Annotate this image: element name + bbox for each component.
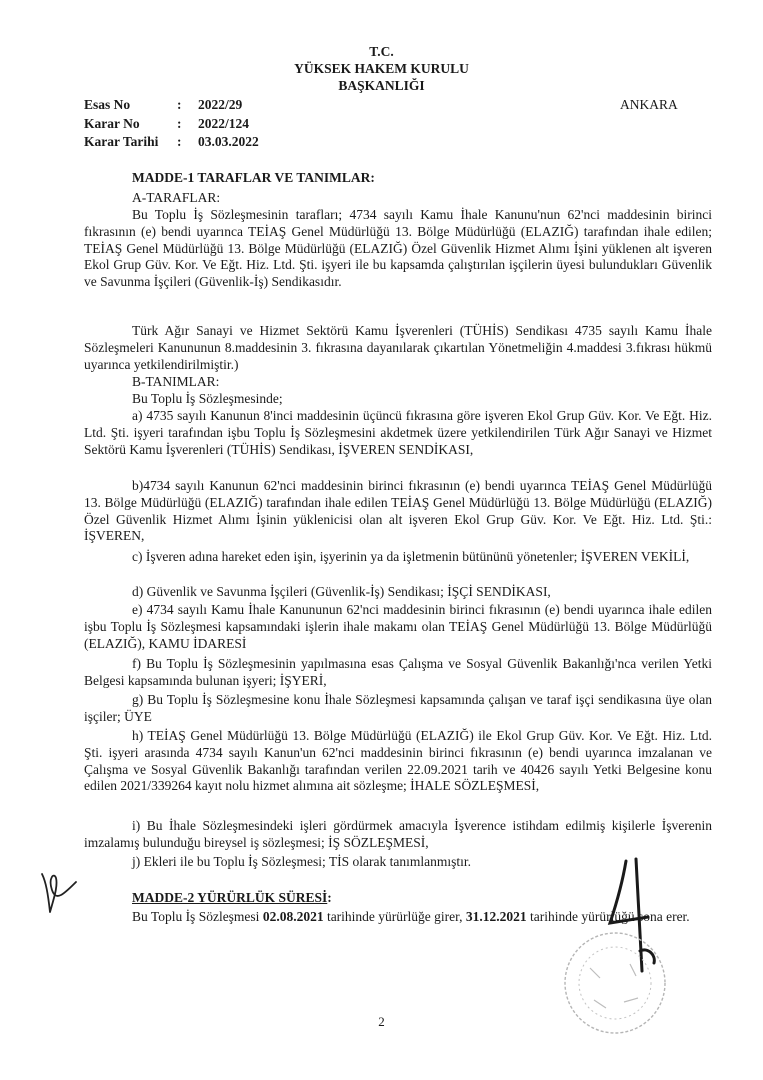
def-i: i) Bu İhale Sözleşmesindeki işleri gördürmek amacıyla İşverence istihdam edilmiş kişilerle İşverenin imzalamış bulunduğu bireysel iş sözleşmesi; İŞ SÖZLEŞMESİ, [84,818,712,850]
madde2-title-row [132,890,332,906]
header-tc: T.C. [369,44,394,59]
def-h: h) TEİAŞ Genel Müdürlüğü 13. Bölge Müdürlüğü (ELAZIĞ) ile Ekol Grup Güv. Kor. Ve Eğt. Hiz. Ltd. Şti. işyeri arasında 4734 sayılı Kanun'un 62'nci maddesinin birinci fıkrasının (e) bendi uyarınca imzalanan ve Çalışma ve Sosyal Güvenlik Bakanlığı tarafından verilen 22.09.2021 tarih ve 40426 sayılı Yetki Belgesine konu edilen 2021/339264 kayıt nolu hizmet alımına ait sözleşme; İHALE SÖZLEŞMESİ, [84,728,712,794]
esas-label: Esas No [84,97,131,112]
def-d: d) Güvenlik ve Savunma İşçileri (Güvenlik-İş) Sendikası; İŞÇİ SENDİKASI, [132,584,551,599]
header-board: YÜKSEK HAKEM KURULU [294,61,469,76]
tarih-label: Karar Tarihi [84,134,159,149]
header-presidency: BAŞKANLIĞI [338,78,425,93]
madde2-text-post: tarihinde yürürlüğü sona erer. [526,909,690,924]
madde2-colon: : [327,890,332,905]
karar-value: 2022/124 [198,116,250,131]
a-paragraph-2: Türk Ağır Sanayi ve Hizmet Sektörü Kamu İşverenleri (TÜHİS) Sendikası 4735 sayılı Kamu İhale Sözleşmeleri Kanununun 8.maddesinin 3. fıkrasına dayanılarak çıkartılan Yönetmeliğin 4.maddesi 3.fıkrası hükmü uyarınca yetkilendirilmiştir.) [84,323,712,372]
karar-label: Karar No [84,116,140,131]
esas-sep: : [177,97,182,112]
tarih-sep: : [177,134,182,149]
a-heading: A-TARAFLAR: [132,190,221,205]
def-a [84,408,712,458]
b-heading: B-TANIMLAR: [132,374,220,389]
esas-value: 2022/29 [198,97,243,112]
end-date: 31.12.2021 [465,909,527,924]
madde1-title: MADDE-1 TARAFLAR VE TANIMLAR: [132,170,375,185]
def-c-text: c) İşveren adına hareket eden işin, işyerinin ya da işletmenin bütününü yönetenler; [132,549,578,564]
margin-initial-signature [36,868,82,920]
def-c [84,549,712,566]
seal-stamp [560,928,670,1038]
def-e: e) 4734 sayılı Kamu İhale Kanununun 62'nci maddesinin birinci fıkrasının (e) bendi uyarınca ihale edilen işbu Toplu İş Sözleşmesi kapsamındaki işlerin ihale makamı olan TEİAŞ Genel Müdürlüğü 13. Bölge Müdürlüğü (ELAZIĞ), KAMU İDARESİ [84,602,712,651]
madde2-text-mid: tarihinde yürürlüğe girer, [323,909,466,924]
def-a-text: a) 4735 sayılı Kanunun 8'inci maddesinin üçüncü fıkrasına göre işveren Ekol Grup Güv. Kor. Ve Eğt. Hiz. Ltd. Şti. işyeri tarafından işbu Toplu İş Sözleşmesini akdetmek üzere yetkilendirilen Türk Ağır Sanayi ve Hizmet Sektörü Kamu İşverenleri (TÜHİS) Sendikası, [84,408,712,457]
def-b: b)4734 sayılı Kanunun 62'nci maddesinin birinci fıkrasının (e) bendi uyarınca TEİAŞ Genel Müdürlüğü 13. Bölge Müdürlüğü (ELAZIĞ) tarafından ihale edilen TEİAŞ Genel Müdürlüğü 13. Bölge Müdürlüğü (ELAZIĞ) Özel Güvenlik Hizmet Alımı İşinin yüklenicisi olan alt işveren Ekol Grup Güv. Kor. Ve Eğt. Hiz. Ltd. Şti.: İŞVEREN, [84,478,712,544]
def-g: g) Bu Toplu İş Sözleşmesine konu İhale Sözleşmesi kapsamında çalışan ve taraf işçi sendikasına üye olan işçiler; ÜYE [84,692,712,724]
karar-sep: : [177,116,182,131]
b-intro: Bu Toplu İş Sözleşmesinde; [132,391,283,406]
madde2-title: MADDE-2 YÜRÜRLÜK SÜRESİ [132,890,328,905]
def-c-term: İŞVEREN VEKİLİ, [580,549,690,564]
start-date: 02.08.2021 [262,909,324,924]
def-a-term: İŞVEREN SENDİKASI, [338,441,474,457]
def-f: f) Bu Toplu İş Sözleşmesinin yapılmasına esas Çalışma ve Sosyal Güvenlik Bakanlığı'nca verilen Yetki Belgesi kapsamında bulunan işyeri; İŞYERİ, [84,656,712,688]
def-j: j) Ekleri ile bu Toplu İş Sözleşmesi; TİS olarak tanımlanmıştır. [132,854,472,869]
page-number: 2 [378,1014,385,1029]
madde2-text-pre: Bu Toplu İş Sözleşmesi [132,909,263,924]
a-paragraph-1: Bu Toplu İş Sözleşmesinin tarafları; 4734 sayılı Kamu İhale Kanunu'nun 62'nci maddesinin birinci fıkrasının (e) bendi uyarınca TEİAŞ Genel Müdürlüğü 13. Bölge Müdürlüğü (ELAZIĞ) tarafından ihale edilen; TEİAŞ Genel Müdürlüğü 13. Bölge Müdürlüğü (ELAZIĞ) Özel Güvenlik Hizmet Alımı İşini yüklenen alt işveren Ekol Grup Güv. Kor. Ve Eğt. Hiz. Ltd. Şti. işyeri ile bu kapsamda çalıştırılan işçilerin üyesi bulundukları Güvenlik ve Savunma İşçileri (Güvenlik-İş) Sendikasıdır. [84,207,712,290]
tarih-value: 03.03.2022 [198,134,259,149]
city: ANKARA [620,97,678,112]
